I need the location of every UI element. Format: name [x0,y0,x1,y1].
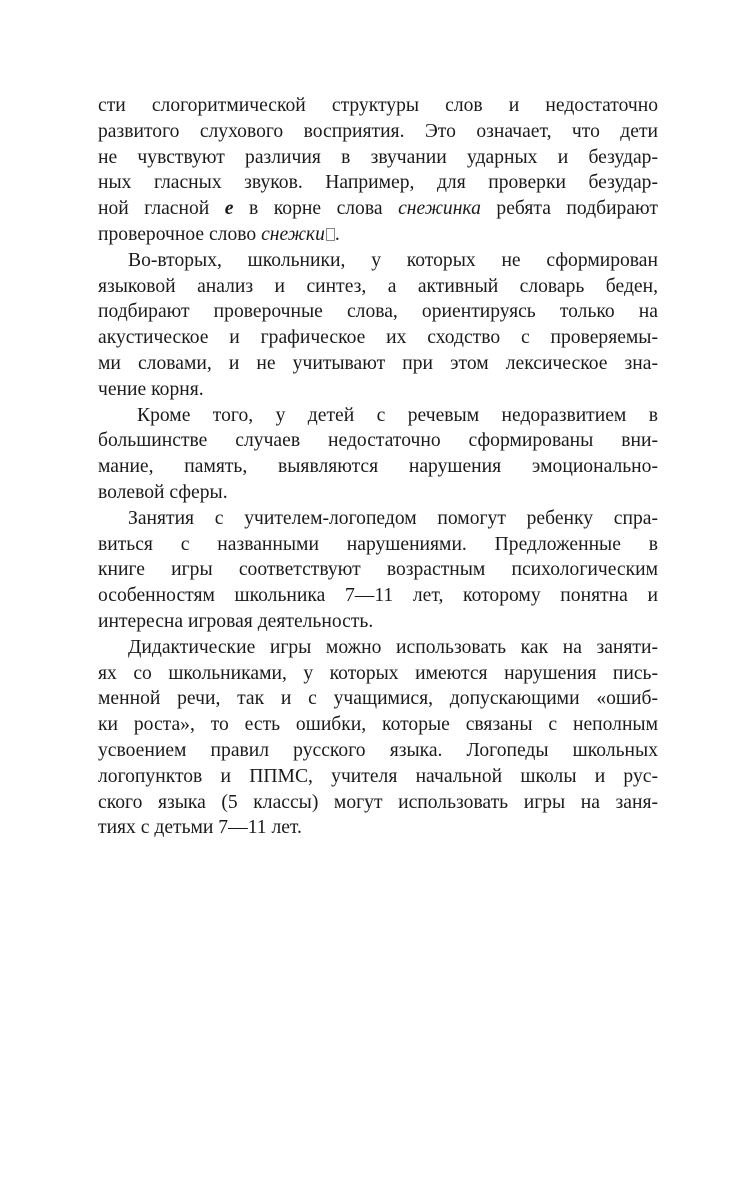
text-line: языковой анализ и синтез, а активный словарь беден, [98,275,658,297]
text-run: . [334,223,340,245]
text-line: большинстве случаев недостаточно сформированы вни- [98,430,658,452]
text-line: ми словами, и не учитывают при этом лексическое зна- [98,352,658,374]
text-run: ребята подбирают [480,198,658,220]
paragraph-1 [98,93,658,248]
text-line: чение корня. [98,378,204,400]
text-line: Во-вторых, школьники, у которых не сформирован [128,249,658,271]
text-line: Кроме того, у детей с речевым недоразвитием в [137,404,658,426]
text-line: логопунктов и ППМС, учителя начальной школы и рус- [98,765,658,787]
bold-italic-letter: е [224,198,234,220]
missing-glyph-icon [326,228,335,241]
document-page [98,93,658,841]
text-line: усвоением правил русского языка. Логопеды школьных [98,739,658,761]
text-line: акустическое и графическое их сходство с проверяемы- [98,327,658,349]
text-line: ях со школьниками, у которых имеются нарушения пись- [98,662,658,684]
italic-word: снежинка [398,198,481,220]
text-line [98,196,658,222]
text-line: Занятия с учителем-логопедом помогут ребенку спра- [128,507,658,529]
paragraph-5 [98,635,658,841]
text-line: тиях с детьми 7—11 лет. [98,817,302,839]
text-line: ского языка (5 классы) могут использовать игры на заня- [98,791,658,813]
text-line: интересна игровая деятельность. [98,610,374,632]
text-run: проверочное слово [98,223,262,245]
italic-word: снежки [261,223,325,245]
text-run: в корне слова [233,198,399,220]
text-line: Дидактические игры можно использовать как на заняти- [128,636,658,658]
text-line: особенностям школьника 7—11 лет, которому понятна и [98,585,658,607]
text-line: менной речи, так и с учащимися, допускающими «ошиб- [98,688,658,710]
text-line: ки роста», то есть ошибки, которые связаны с неполным [98,714,658,736]
text-run: ной гласной [98,198,225,220]
paragraph-3 [98,403,658,506]
paragraph-4 [98,506,658,635]
text-line: волевой сферы. [98,481,228,503]
text-line: не чувствуют различия в звучании ударных и безудар- [98,146,658,168]
text-line: подбирают проверочные слова, ориентируясь только на [98,301,658,323]
text-line: ных гласных звуков. Например, для проверки безудар- [98,172,658,194]
text-line: мание, память, выявляются нарушения эмоционально- [98,456,658,478]
text-line: развитого слухового восприятия. Это означает, что дети [98,120,658,142]
text-line: виться с названными нарушениями. Предложенные в [98,533,658,555]
text-line: книге игры соответствуют возрастным психологическим [98,559,658,581]
text-line: сти слогоритмической структуры слов и недостаточно [98,95,658,116]
paragraph-2 [98,248,658,403]
text-line [98,222,658,248]
